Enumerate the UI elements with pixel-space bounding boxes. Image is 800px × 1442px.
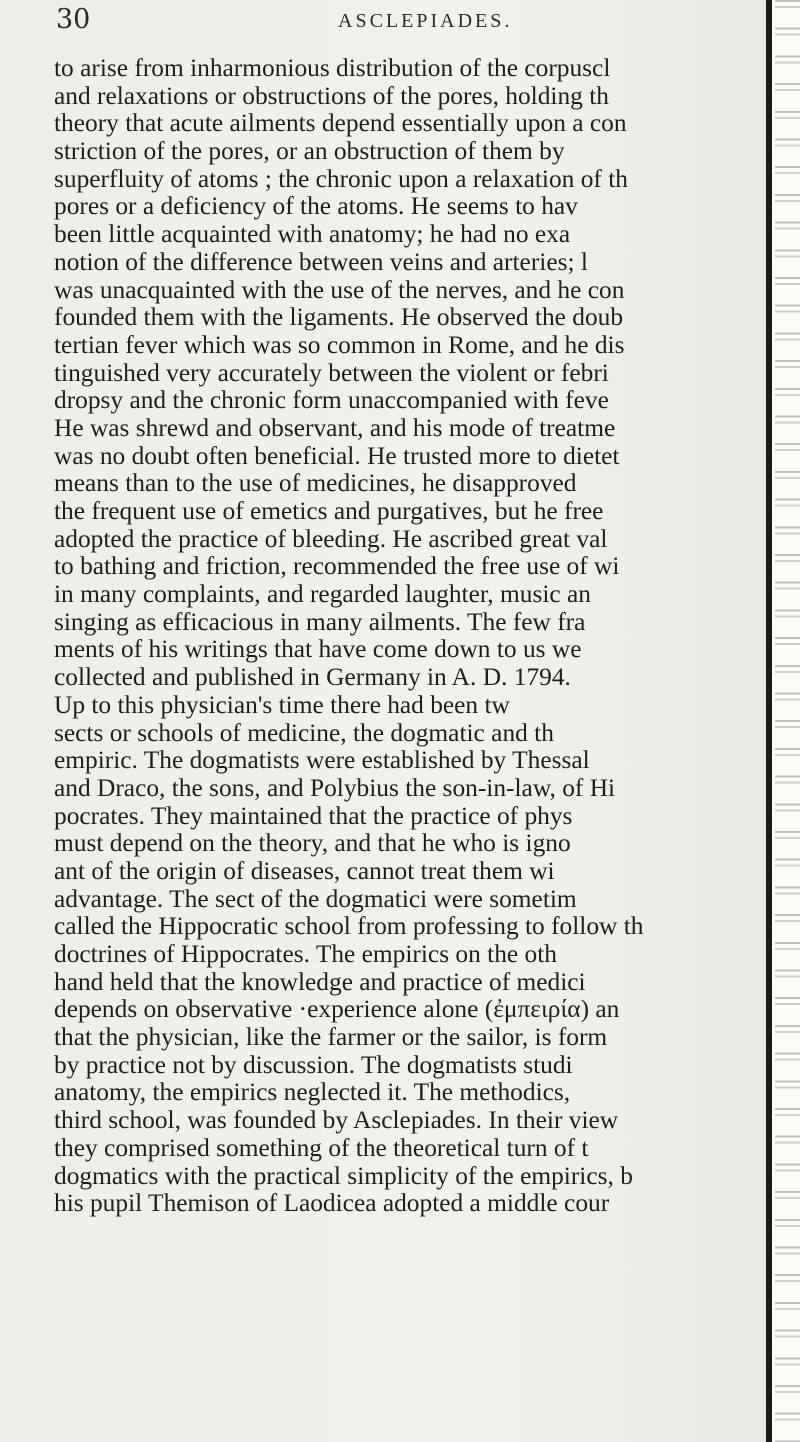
text-line: that the physician, like the farmer or the sailor, is form: [54, 1024, 608, 1052]
text-line: tertian fever which was so common in Rome, and he dis: [54, 331, 625, 359]
text-line: third school, was founded by Asclepiades. In their view: [54, 1107, 619, 1135]
text-line: founded them with the ligaments. He observed the doub: [54, 304, 624, 332]
text-line: means than to the use of medicines, he disapproved: [54, 470, 577, 498]
text-line: ant of the origin of diseases, cannot treat them wi: [54, 857, 555, 885]
text-line: adopted the practice of bleeding. He ascribed great val: [54, 525, 608, 553]
text-line: hand held that the knowledge and practice of medici: [54, 968, 586, 996]
text-line: ments of his writings that have come down to us we: [54, 636, 582, 664]
text-line: called the Hippocratic school from professing to follow th: [54, 913, 644, 941]
text-line: to arise from inharmonious distribution of the corpuscl: [54, 55, 611, 82]
page-header: [40, 4, 760, 44]
text-line: collected and published in Germany in A. D. 1794.: [54, 664, 571, 692]
body-text: [54, 55, 766, 1218]
text-line: was no doubt often beneficial. He trusted more to dietet: [54, 442, 620, 470]
text-line: was unacquainted with the use of the nerves, and he con: [54, 276, 625, 304]
text-line: notion of the difference between veins and arteries; l: [54, 248, 588, 276]
text-line: He was shrewd and observant, and his mode of treatme: [54, 414, 616, 442]
text-line: and relaxations or obstructions of the pores, holding th: [54, 82, 609, 110]
text-line: singing as efficacious in many ailments. The few fra: [54, 608, 586, 636]
text-line: tinguished very accurately between the violent or febri: [54, 359, 609, 387]
text-line: the frequent use of emetics and purgatives, but he free: [54, 498, 604, 525]
text-line: dropsy and the chronic form unaccompanied with feve: [54, 387, 609, 415]
text-line: pores or a deficiency of the atoms. He seems to hav: [54, 193, 578, 221]
text-line: in many complaints, and regarded laughter, music an: [54, 581, 591, 609]
text-line: dogmatics with the practical simplicity of the empirics, b: [54, 1162, 633, 1190]
text-line: doctrines of Hippocrates. The empirics on the oth: [54, 941, 557, 968]
text-line: to bathing and friction, recommended the free use of wi: [54, 553, 620, 581]
text-line: they comprised something of the theoretical turn of t: [54, 1134, 589, 1162]
text-line: his pupil Themison of Laodicea adopted a middle cour: [54, 1190, 610, 1218]
text-line: Up to this physician's time there had been tw: [54, 691, 510, 719]
text-line: striction of the pores, or an obstruction of them by: [54, 138, 565, 166]
text-line: must depend on the theory, and that he who is igno: [54, 830, 571, 858]
text-line: theory that acute ailments depend essentially upon a con: [54, 110, 627, 138]
text-line: pocrates. They maintained that the practice of phys: [54, 802, 573, 830]
running-head: ASCLEPIADES.: [338, 10, 513, 32]
text-line: and Draco, the sons, and Polybius the son-in-law, of Hi: [54, 774, 616, 802]
text-line: superfluity of atoms ; the chronic upon a relaxation of th: [54, 165, 628, 193]
gutter-edge: [766, 0, 772, 1442]
text-line: sects or schools of medicine, the dogmatic and th: [54, 719, 554, 747]
page-number: 30: [56, 4, 91, 35]
page-gutter: [766, 0, 800, 1442]
text-line: been little acquainted with anatomy; he had no exa: [54, 221, 571, 249]
text-line: advantage. The sect of the dogmatici were sometim: [54, 885, 577, 913]
text-line: depends on observative ·experience alone (ἐμπειρία) an: [54, 996, 620, 1024]
bleed-through-text: [775, 0, 800, 1442]
text-line: empiric. The dogmatists were established by Thessal: [54, 747, 590, 775]
text-line: anatomy, the empirics neglected it. The methodics,: [54, 1079, 571, 1107]
text-line: by practice not by discussion. The dogmatists studi: [54, 1051, 573, 1079]
